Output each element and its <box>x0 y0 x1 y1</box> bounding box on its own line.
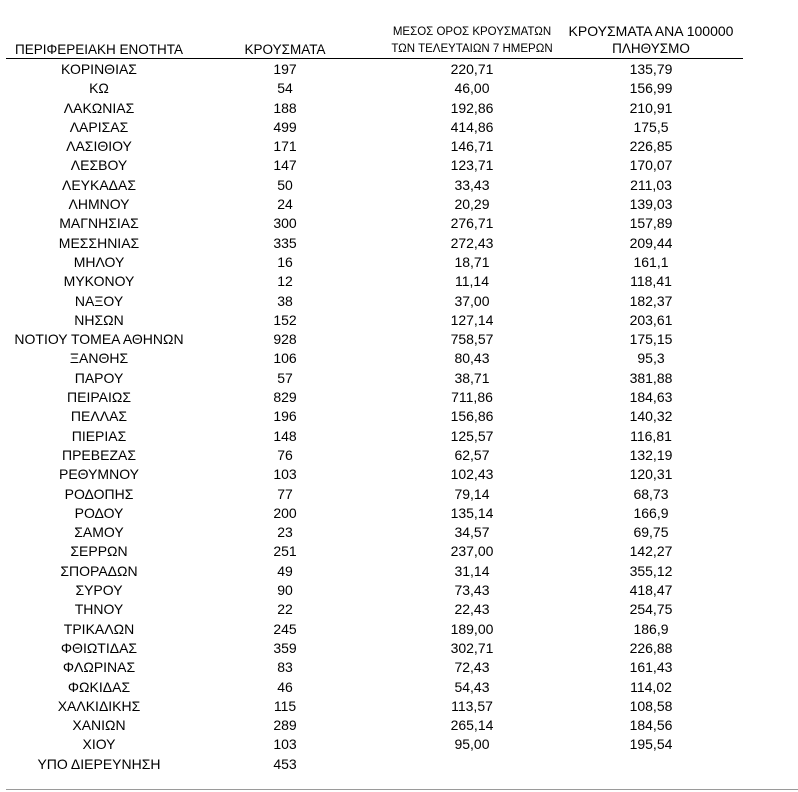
avg-7day-cell: 276,71 <box>450 215 494 232</box>
table-body <box>0 60 798 774</box>
cases-cell: 359 <box>273 639 297 656</box>
avg-7day-cell: 265,14 <box>450 717 494 734</box>
region-cell: ΣΑΜΟΥ <box>74 524 124 541</box>
cases-per-100k-cell: 210,91 <box>629 99 673 116</box>
region-cell: ΜΥΚΟΝΟΥ <box>63 273 135 290</box>
cases-per-100k-cell: 175,5 <box>633 118 669 135</box>
table-row <box>0 446 798 465</box>
cases-cell: 24 <box>277 196 293 213</box>
cases-cell: 90 <box>277 582 293 599</box>
cases-per-100k-cell: 175,15 <box>629 331 673 348</box>
table-row <box>0 562 798 581</box>
cases-per-100k-cell: 140,32 <box>629 408 673 425</box>
avg-7day-cell: 135,14 <box>450 504 494 521</box>
region-cell: ΠΙΕΡΙΑΣ <box>71 427 127 444</box>
region-cell: ΦΩΚΙΔΑΣ <box>67 678 131 695</box>
cases-cell: 196 <box>273 408 297 425</box>
region-cell: ΡΟΔΟΠΗΣ <box>64 485 134 502</box>
table-row <box>0 600 798 619</box>
cases-per-100k-cell: 156,99 <box>629 80 673 97</box>
region-cell: ΛΕΣΒΟΥ <box>70 157 128 174</box>
avg-7day-cell: 46,00 <box>454 80 490 97</box>
avg-7day-cell: 79,14 <box>454 485 490 502</box>
cases-cell: 106 <box>273 350 297 367</box>
region-cell: ΛΗΜΝΟΥ <box>68 196 130 213</box>
cases-per-100k-cell: 135,79 <box>629 61 673 77</box>
cases-cell: 22 <box>277 601 293 618</box>
table-row <box>0 234 798 253</box>
cases-per-100k-cell: 142,27 <box>629 543 673 560</box>
region-cell: ΧΙΟΥ <box>82 736 116 753</box>
avg-7day-cell: 189,00 <box>450 620 494 637</box>
region-cell: ΣΕΡΡΩΝ <box>70 543 128 560</box>
header-divider <box>6 58 743 59</box>
avg-7day-cell: 414,86 <box>450 118 494 135</box>
avg-7day-cell: 758,57 <box>450 331 494 348</box>
avg-7day-cell: 113,57 <box>451 697 493 714</box>
table-row <box>0 195 798 214</box>
avg-7day-cell: 72,43 <box>454 659 490 676</box>
cases-per-100k-cell: 161,43 <box>629 659 673 676</box>
avg-7day-cell: 156,86 <box>450 408 494 425</box>
table-row <box>0 407 798 426</box>
avg-7day-cell: 192,86 <box>450 99 494 116</box>
table-row <box>0 504 798 523</box>
region-cell: ΛΑΚΩΝΙΑΣ <box>63 99 135 116</box>
table-row <box>0 658 798 677</box>
cases-cell: 46 <box>277 678 293 695</box>
cases-cell: 49 <box>277 562 293 579</box>
table-row <box>0 60 798 79</box>
header-cases: ΚΡΟΥΣΜΑΤΑ <box>244 42 326 57</box>
avg-7day-cell: 95,00 <box>454 736 490 753</box>
cases-cell: 77 <box>277 485 293 502</box>
cases-per-100k-cell: 186,9 <box>633 620 669 637</box>
cases-cell: 54 <box>277 80 293 97</box>
page-bottom-divider <box>6 789 798 790</box>
table-row <box>0 330 798 349</box>
table-row <box>0 156 798 175</box>
cases-per-100k-cell: 355,12 <box>629 562 673 579</box>
region-cell: ΠΑΡΟΥ <box>74 369 124 386</box>
region-cell: ΝΟΤΙΟΥ ΤΟΜΕΑ ΑΘΗΝΩΝ <box>14 331 184 348</box>
cases-per-100k-cell: 226,85 <box>629 138 673 155</box>
cases-per-100k-cell: 118,41 <box>630 273 672 290</box>
header-avg-line2: ΤΩΝ ΤΕΛΕΥΤΑΙΩΝ 7 ΗΜΕΡΩΝ <box>391 43 553 55</box>
cases-cell: 499 <box>273 118 297 135</box>
cases-per-100k-cell: 95,3 <box>637 350 665 367</box>
region-cell: ΧΑΛΚΙΔΙΚΗΣ <box>57 697 141 714</box>
cases-per-100k-cell: 182,37 <box>629 292 673 309</box>
avg-7day-cell: 127,14 <box>450 311 494 328</box>
table-row <box>0 176 798 195</box>
table-row <box>0 311 798 330</box>
region-cell: ΠΡΕΒΕΖΑΣ <box>61 446 136 463</box>
cases-cell: 76 <box>277 446 293 463</box>
region-cell: ΥΠΟ ΔΙΕΡΕΥΝΗΣΗ <box>37 755 161 772</box>
header-avg-line1: ΜΕΣΟΣ ΟΡΟΣ ΚΡΟΥΣΜΑΤΩΝ <box>392 26 552 38</box>
cases-per-100k-cell: 254,75 <box>629 601 673 618</box>
avg-7day-cell: 22,43 <box>454 601 490 618</box>
avg-7day-cell: 62,57 <box>454 446 490 463</box>
cases-cell: 103 <box>273 466 297 483</box>
table-row <box>0 620 798 639</box>
cases-cell: 23 <box>277 524 293 541</box>
avg-7day-cell: 711,86 <box>451 389 493 406</box>
table-row <box>0 253 798 272</box>
region-cell: ΤΗΝΟΥ <box>74 601 124 618</box>
cases-per-100k-cell: 108,58 <box>629 697 673 714</box>
region-cell: ΝΗΣΩΝ <box>74 311 124 328</box>
table-row <box>0 292 798 311</box>
avg-7day-cell: 54,43 <box>454 678 490 695</box>
table-row <box>0 639 798 658</box>
cases-per-100k-cell: 68,73 <box>633 485 669 502</box>
cases-cell: 147 <box>273 157 297 174</box>
table-row <box>0 137 798 156</box>
avg-7day-cell: 18,71 <box>454 253 490 270</box>
cases-cell: 200 <box>273 504 297 521</box>
table-row <box>0 214 798 233</box>
cases-cell: 928 <box>273 331 297 348</box>
region-cell: ΡΟΔΟΥ <box>74 504 124 521</box>
table-row <box>0 697 798 716</box>
table-row <box>0 485 798 504</box>
cases-per-100k-cell: 184,63 <box>629 389 673 406</box>
avg-7day-cell: 123,71 <box>450 157 494 174</box>
cases-cell: 289 <box>273 717 297 734</box>
cases-cell: 300 <box>273 215 297 232</box>
region-cell: ΣΠΟΡΑΔΩΝ <box>60 562 138 579</box>
table-row <box>0 581 798 600</box>
cases-cell: 38 <box>277 292 293 309</box>
avg-7day-cell: 73,43 <box>454 582 490 599</box>
avg-7day-cell: 125,57 <box>450 427 494 444</box>
region-cell: ΜΗΛΟΥ <box>73 253 125 270</box>
cases-cell: 245 <box>273 620 297 637</box>
cases-per-100k-cell: 166,9 <box>633 504 669 521</box>
table-row <box>0 427 798 446</box>
cases-cell: 148 <box>273 427 297 444</box>
region-cell: ΜΑΓΝΗΣΙΑΣ <box>59 215 139 232</box>
avg-7day-cell: 11,14 <box>455 273 489 290</box>
table-row <box>0 523 798 542</box>
cases-per-100k-cell: 195,54 <box>629 736 673 753</box>
avg-7day-cell: 37,00 <box>454 292 490 309</box>
region-cell: ΧΑΝΙΩΝ <box>72 717 126 734</box>
region-cell: ΠΕΙΡΑΙΩΣ <box>67 389 131 406</box>
table-row <box>0 349 798 368</box>
region-cell: ΤΡΙΚΑΛΩΝ <box>63 620 135 637</box>
table-row <box>0 542 798 561</box>
cases-per-100k-cell: 120,31 <box>629 466 673 483</box>
header-per100k-line1: ΚΡΟΥΣΜΑΤΑ ΑΝΑ 100000 <box>568 23 734 39</box>
region-cell: ΛΑΡΙΣΑΣ <box>69 118 129 135</box>
cases-per-100k-cell: 184,56 <box>629 717 673 734</box>
avg-7day-cell: 272,43 <box>450 234 494 251</box>
table-row <box>0 465 798 484</box>
cases-cell: 12 <box>277 273 293 290</box>
cases-cell: 453 <box>273 755 297 772</box>
table-row <box>0 678 798 697</box>
region-cell: ΚΩ <box>89 80 109 97</box>
header-per100k-line2: ΠΛΗΘΥΣΜΟ <box>612 41 690 56</box>
cases-per-100k-cell: 418,47 <box>629 582 673 599</box>
avg-7day-cell: 80,43 <box>454 350 490 367</box>
avg-7day-cell: 33,43 <box>454 176 490 193</box>
avg-7day-cell: 146,71 <box>450 138 494 155</box>
cases-per-100k-cell: 381,88 <box>629 369 673 386</box>
cases-cell: 57 <box>277 369 293 386</box>
region-cell: ΣΥΡΟΥ <box>75 582 123 599</box>
cases-cell: 103 <box>273 736 297 753</box>
cases-cell: 188 <box>273 99 297 116</box>
avg-7day-cell: 102,43 <box>450 466 494 483</box>
avg-7day-cell: 31,14 <box>454 562 490 579</box>
region-cell: ΦΛΩΡΙΝΑΣ <box>62 659 136 676</box>
table-row <box>0 735 798 754</box>
cases-per-100k-cell: 116,81 <box>630 427 672 444</box>
region-cell: ΠΕΛΛΑΣ <box>70 408 128 425</box>
avg-7day-cell: 34,57 <box>454 524 490 541</box>
header-region: ΠΕΡΙΦΕΡΕΙΑΚΗ ΕΝΟΤΗΤΑ <box>14 42 184 57</box>
cases-cell: 251 <box>273 543 297 560</box>
cases-per-100k-cell: 132,19 <box>629 446 673 463</box>
cases-cell: 83 <box>277 659 293 676</box>
table-row <box>0 99 798 118</box>
cases-per-100k-cell: 139,03 <box>629 196 673 213</box>
cases-per-100k-cell: 161,1 <box>633 253 669 270</box>
table-row <box>0 369 798 388</box>
region-cell: ΦΘΙΩΤΙΔΑΣ <box>60 639 138 656</box>
cases-cell: 829 <box>273 389 297 406</box>
cases-cell: 16 <box>277 253 293 270</box>
avg-7day-cell: 220,71 <box>450 61 494 77</box>
cases-cell: 335 <box>273 234 297 251</box>
avg-7day-cell: 38,71 <box>454 369 490 386</box>
region-cell: ΛΕΥΚΑΔΑΣ <box>61 176 137 193</box>
region-cell: ΡΕΘΥΜΝΟΥ <box>58 466 139 483</box>
avg-7day-cell: 302,71 <box>450 639 494 656</box>
region-cell: ΞΑΝΘΗΣ <box>69 350 129 367</box>
table-row <box>0 118 798 137</box>
region-cell: ΛΑΣΙΘΙΟΥ <box>66 138 132 155</box>
cases-per-100k-cell: 114,02 <box>630 678 672 695</box>
cases-per-100k-cell: 157,89 <box>629 215 673 232</box>
cases-per-100k-cell: 226,88 <box>629 639 673 656</box>
cases-cell: 152 <box>273 311 297 328</box>
table-row <box>0 79 798 98</box>
cases-cell: 50 <box>277 176 293 193</box>
cases-cell: 115 <box>273 697 297 714</box>
region-cell: ΚΟΡΙΝΘΙΑΣ <box>61 61 137 77</box>
cases-per-100k-cell: 209,44 <box>629 234 673 251</box>
cases-per-100k-cell: 203,61 <box>629 311 673 328</box>
region-cell: ΝΑΞΟΥ <box>74 292 124 309</box>
cases-cell: 197 <box>273 61 297 77</box>
table-row <box>0 388 798 407</box>
table-row <box>0 272 798 291</box>
cases-per-100k-cell: 170,07 <box>629 157 673 174</box>
table-row <box>0 755 798 774</box>
table-row <box>0 716 798 735</box>
cases-cell: 171 <box>273 138 297 155</box>
avg-7day-cell: 20,29 <box>454 196 490 213</box>
avg-7day-cell: 237,00 <box>450 543 494 560</box>
cases-per-100k-cell: 211,03 <box>630 176 672 193</box>
region-cell: ΜΕΣΣΗΝΙΑΣ <box>58 234 140 251</box>
cases-per-100k-cell: 69,75 <box>633 524 669 541</box>
